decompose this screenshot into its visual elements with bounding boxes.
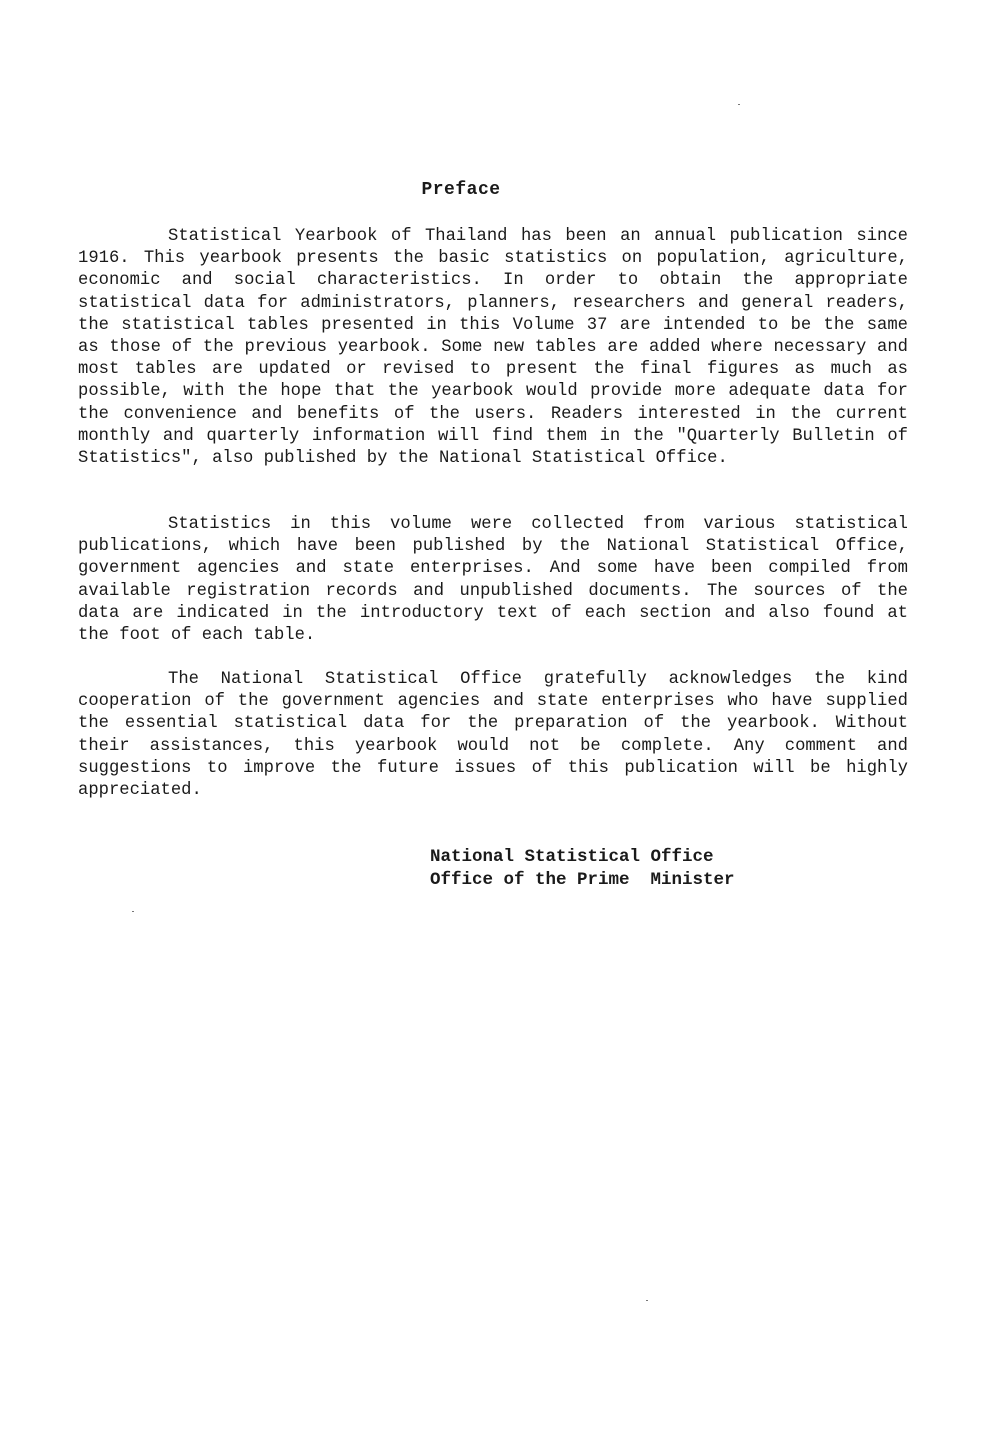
paragraph-sources: Statistics in this volume were collected from various statistical publications, which have been published by the National Statistical Office, government agencies and state enterprises. And some have been compiled from available registration records and unpublished documents. The sources of the data are indicated in the introductory text of each section and also found at the foot of each table. bbox=[78, 515, 908, 646]
scan-speck bbox=[738, 104, 740, 105]
signature-block bbox=[430, 846, 735, 892]
paragraph-acknowledgement: The National Statistical Office gratefully acknowledges the kind cooperation of the government agencies and state enterprises who have supplied the essential statistical data for the preparation of the yearbook. Without their assistances, this yearbook would not be complete. Any comment and suggestions to improve the future issues of this publication will be highly appreciated. bbox=[78, 670, 908, 801]
scan-speck bbox=[132, 911, 134, 912]
paragraph-intro: Statistical Yearbook of Thailand has been an annual publication since 1916. This yearbook presents the basic statistics on population, agriculture, economic and social characteristics. In order to obtain the appropriate statistical data for administrators, planners, researchers and general readers, the statistical tables presented in this Volume 37 are intended to be the same as those of the previous yearbook. Some new tables are added where necessary and most tables are updated or revised to present the final figures as much as possible, with the hope that the yearbook would provide more adequate data for the convenience and benefits of the users. Readers interested in the current monthly and quarterly information will find them in the "Quarterly Bulletin of Statistics", also published by the National Statistical Office. bbox=[78, 227, 908, 469]
signature-ministry: Office of the Prime Minister bbox=[430, 870, 735, 890]
page-title: Preface bbox=[421, 180, 501, 200]
scan-speck bbox=[646, 1300, 648, 1301]
signature-office: National Statistical Office bbox=[430, 847, 714, 867]
